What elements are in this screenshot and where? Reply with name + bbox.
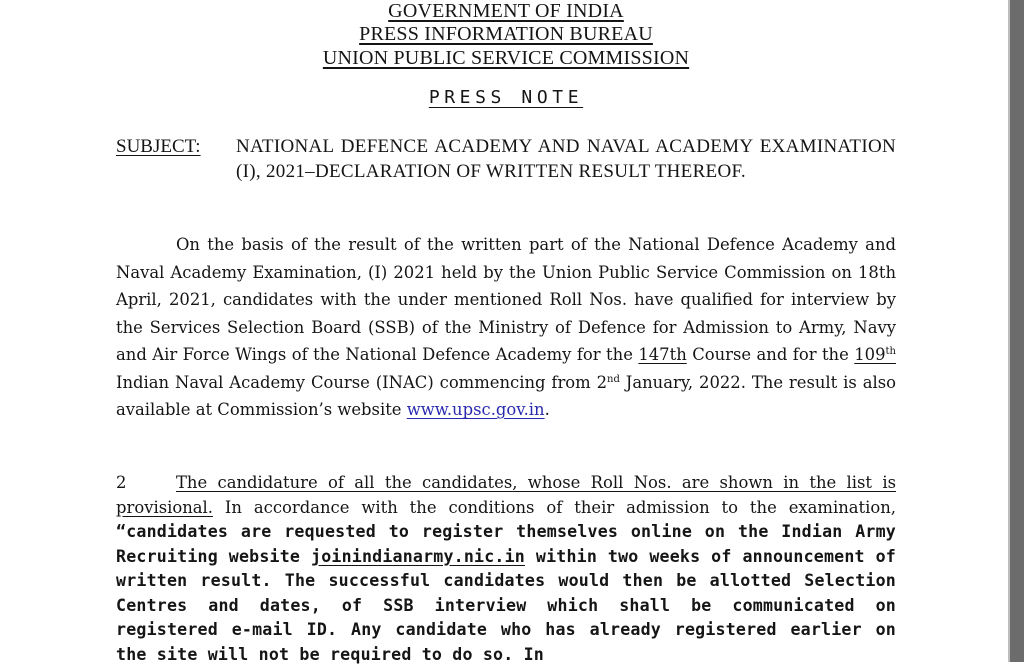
- paragraph-1: On the basis of the result of the written part of the National Defence Academy and Naval Academy Examination, (I) 2021 held by the Union Public Service Commission on 18th April, 2021, candidates with the under mentioned Roll Nos. have qualified for interview by the Services Selection Board (SSB) of the Ministry of Defence for Admission to Army, Navy and Air Force Wings of the National Defence Academy for the 147th Course and for the 109th Indian Naval Academy Course (INAC) commencing from 2nd January, 2022. The result is also available at Commission’s website www.upsc.gov.in.: [116, 235, 896, 419]
- para1-text-c: Indian Naval Academy Course (INAC) commencing from 2: [116, 372, 608, 392]
- header-line-pib: PRESS INFORMATION BUREAU: [359, 23, 653, 45]
- upsc-website-link[interactable]: www.upsc.gov.in: [406, 400, 545, 419]
- course-147: 147th: [638, 345, 687, 364]
- para2-text-a: In accordance with the conditions of their admission to the examination,: [213, 497, 896, 517]
- press-note-title: PRESS NOTE: [428, 87, 584, 108]
- para1-text-a: On the basis of the result of the written part of the National Defence Academy and Naval Academy Examination, (I) 2021 held by the Union Public Service Commission on 18th April, 2021, candidates with the under mentioned Roll Nos. have qualified for interview by the Services Selection Board (SSB) of the Ministry of Defence for Admission to Army, Navy and Air Force Wings of the National Defence Academy for the: [116, 235, 896, 364]
- para1-text-d: January, 2022. The result is also available at Commission’s website: [116, 372, 896, 419]
- date-suffix: nd: [607, 373, 620, 385]
- para1-text-b: Course and for the: [686, 345, 855, 364]
- paragraph-2: [116, 471, 896, 667]
- paragraph-number: 2: [116, 473, 127, 492]
- subject-text: NATIONAL DEFENCE ACADEMY AND NAVAL ACADEMY EXAMINATION (I), 2021–DECLARATION OF WRITTEN RESULT THEREOF.: [236, 136, 896, 182]
- course-109: 109th: [854, 345, 896, 364]
- subject-label: SUBJECT:: [116, 136, 201, 157]
- viewer-scrollbar[interactable]: [1010, 0, 1024, 662]
- registration-instruction: “candidates are requested to register themselves online on the Indian Army Recruiting website joinindianarmy.nic.in within two weeks of announcement of written result. The successful candidates would then be allotted Selection Centres and dates, of SSB interview which shall be communicated on registered e-mail ID. Any candidate who has already registered earlier on the site will not be required to do so. In: [116, 522, 896, 664]
- army-recruiting-link[interactable]: joinindianarmy.nic.in: [311, 546, 525, 566]
- provisional-notice: The candidature of all the candidates, whose Roll Nos. are shown in the list is provisional.: [116, 473, 896, 517]
- header-line-government: GOVERNMENT OF INDIA: [388, 0, 624, 22]
- header-line-upsc: UNION PUBLIC SERVICE COMMISSION: [322, 47, 690, 69]
